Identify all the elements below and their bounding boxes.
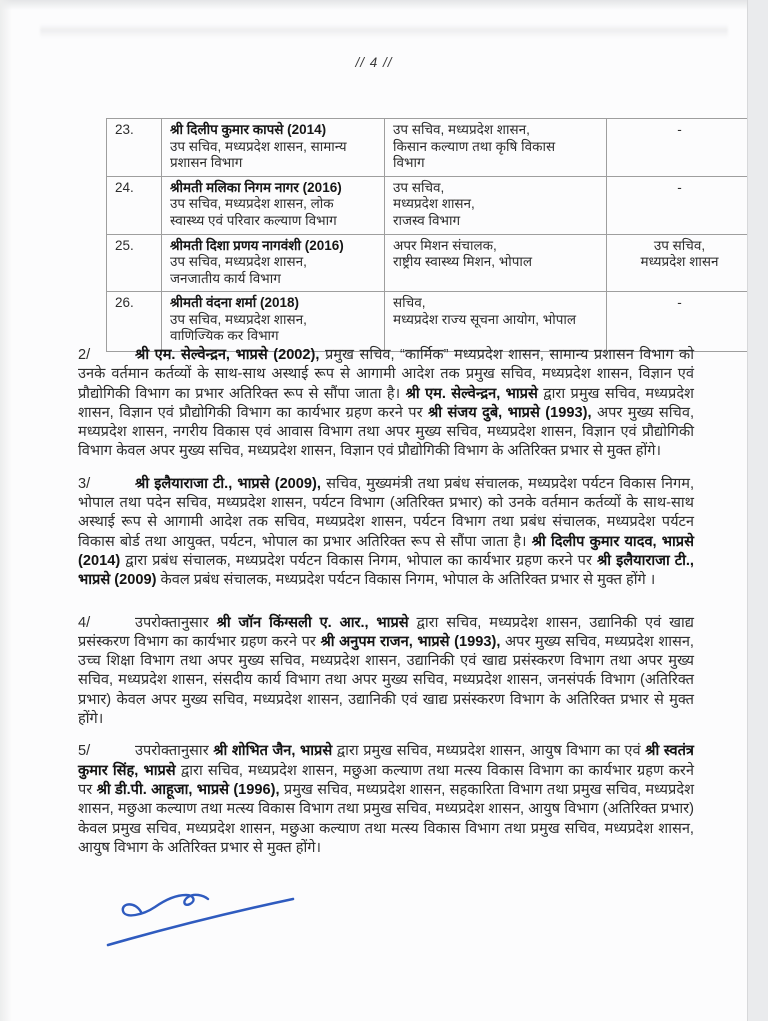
paragraph-number: 4/ (78, 614, 91, 631)
new-charge-cell (385, 292, 607, 352)
bold-name-text: श्री इलैयाराजा टी., भाप्रसे (2009), (135, 475, 327, 492)
officer-name: श्रीमती वंदना शर्मा (2018) (170, 295, 300, 310)
officer-post-line: स्वास्थ्य एवं परिवार कल्याण विभाग (170, 212, 337, 228)
new-charge-line: विभाग (393, 155, 425, 170)
body-text: द्वारा सचिव, मध्यप्रदेश शासन, मछुआ कल्याण तथा मत्स्य विकास विभाग का कार्यभार ग्रहण करने पर (78, 762, 694, 798)
bold-name-text: श्री संजय दुबे, भाप्रसे (1993), (427, 404, 597, 421)
scan-top-shadow (0, 0, 768, 10)
table-row (107, 119, 751, 177)
officer-serial: 24. (107, 176, 162, 234)
order-paragraph (78, 475, 694, 591)
bold-name-text: श्री एम. सेल्वेन्द्रन, भाप्रसे (2002), (135, 347, 325, 363)
bold-name-text: श्री दिलीप कुमार यादव, भाप्रसे (2014) (78, 533, 694, 569)
officer-details-cell (162, 292, 385, 352)
officer-name: श्रीमती दिशा प्रणय नागवंशी (2016) (170, 237, 344, 253)
body-text: केवल प्रबंध संचालक, मध्यप्रदेश पर्यटन विकास निगम, भोपाल के अतिरिक्त प्रभार से मुक्त होंगे । (160, 572, 656, 589)
officer-post-line: जनजातीय कार्य विभाग (170, 270, 281, 286)
bold-name-text: श्री जॉन किंग्सली ए. आर., भाप्रसे (216, 614, 417, 631)
body-text: सचिव, मुख्यमंत्री तथा प्रबंध संचालक, मध्यप्रदेश पर्यटन विकास निगम, भोपाल तथा पदेन सचिव, मध्यप्रदेश शासन, पर्यटन विभाग (अतिरिक्त प्रभार) को उनके वर्तमान कर्तव्यों के साथ-साथ अस्थाई रूप से आगामी आदेश तक सचिव, मध्यप्रदेश शासन, पर्यटन विभाग तथा प्रबंध संचालक, मध्यप्रदेश पर्यटन विकास बोर्ड तथा आयुक्त, पर्यटन, भोपाल का प्रभार अतिरिक्त रूप से सौंपा जाता है। (78, 475, 695, 550)
body-text: उपरोक्तानुसार (135, 614, 217, 631)
bold-name-text: श्री एम. सेल्वेन्द्रन, भाप्रसे (405, 385, 544, 402)
paragraph-number: 2/ (78, 347, 91, 363)
page-number: // 4 // (355, 55, 393, 70)
officer-name: श्री दिलीप कुमार कापसे (2014) (170, 122, 327, 137)
table-row (107, 234, 751, 292)
remarks-line: - (677, 122, 682, 137)
new-charge-line: अपर मिशन संचालक, (393, 237, 497, 253)
scan-left-shadow (0, 0, 12, 1021)
officer-post-line: प्रशासन विभाग (170, 155, 243, 170)
new-charge-cell (385, 176, 607, 234)
bold-name-text: श्री शोभित जैन, भाप्रसे (213, 743, 337, 760)
paragraph-number: 5/ (78, 743, 91, 760)
body-text: द्वारा प्रमुख सचिव, मध्यप्रदेश शासन, आयुष विभाग का एवं (336, 743, 646, 760)
officer-post-line: उप सचिव, मध्यप्रदेश शासन, (170, 254, 307, 269)
new-charge-line: मध्यप्रदेश शासन, (393, 196, 475, 211)
remarks-line: मध्यप्रदेश शासन (640, 254, 719, 269)
body-text: प्रमुख सचिव, मध्यप्रदेश शासन, सहकारिता विभाग तथा प्रमुख सचिव, मध्यप्रदेश शासन, मछुआ कल्याण तथा मत्स्य विकास विभाग तथा प्रमुख सचिव, मध्यप्रदेश शासन, आयुष विभाग (अतिरिक्त प्रभार) केवल प्रमुख सचिव, मध्यप्रदेश शासन, मछुआ कल्याण तथा मत्स्य विकास विभाग तथा प्रमुख सचिव, मध्यप्रदेश शासन, आयुष विभाग के अतिरिक्त प्रभार से मुक्त होंगे। (78, 781, 694, 856)
remarks-line: - (677, 295, 682, 310)
signature-scribble (123, 895, 208, 916)
officers-table-body (107, 119, 751, 352)
new-charge-cell (385, 234, 607, 292)
body-text: द्वारा सचिव, मध्यप्रदेश शासन, उद्यानिकी एवं खाद्य प्रसंस्करण विभाग का कार्यभार ग्रहण करने पर (78, 614, 694, 650)
new-charge-line: किसान कल्याण तथा कृषि विकास (393, 138, 556, 154)
officer-details-cell (162, 119, 385, 177)
officer-post-line: उप सचिव, मध्यप्रदेश शासन, (170, 311, 307, 327)
body-text: प्रमुख सचिव, “कार्मिक” मध्यप्रदेश शासन, सामान्य प्रशासन विभाग को उनके वर्तमान कर्तव्यों के साथ-साथ अस्थाई रूप से आगामी आदेश तक प्रमुख सचिव, मध्यप्रदेश शासन, विज्ञान एवं प्रौद्योगिकी विभाग का प्रभार अतिरिक्त रूप से सौंपा जाता है। (78, 347, 694, 402)
officer-details-cell (162, 234, 385, 292)
bold-name-text: श्री डी.पी. आहूजा, भाप्रसे (1996), (96, 781, 284, 798)
table-row (107, 176, 751, 234)
order-paragraph (78, 614, 694, 730)
new-charge-line: उप सचिव, मध्यप्रदेश शासन, (393, 122, 530, 137)
body-text: द्वारा प्रमुख सचिव, मध्यप्रदेश शासन, विज्ञान एवं प्रौद्योगिकी विभाग का कार्यभार ग्रहण करने पर (78, 385, 694, 421)
officer-serial: 23. (107, 119, 162, 177)
new-charge-line: राष्ट्रीय स्वास्थ्य मिशन, भोपाल (393, 254, 533, 269)
body-text: द्वारा प्रबंध संचालक, मध्यप्रदेश पर्यटन विकास निगम, भोपाल का कार्यभार ग्रहण करने पर (125, 552, 597, 569)
remarks-cell (607, 292, 751, 352)
new-charge-line: राजस्व विभाग (393, 212, 461, 228)
bold-name-text: श्री इलैयाराजा टी., भाप्रसे (2009) (78, 552, 694, 589)
remarks-cell (607, 234, 751, 292)
officer-post-line: उप सचिव, मध्यप्रदेश शासन, लोक (170, 196, 334, 211)
officer-name: श्रीमती मलिका निगम नागर (2016) (170, 179, 342, 195)
paragraphs (78, 346, 694, 871)
officer-post-line: उप सचिव, मध्यप्रदेश शासन, सामान्य (170, 138, 347, 154)
remarks-cell (607, 176, 751, 234)
scan-artifact-band (40, 24, 728, 38)
paragraph-number: 3/ (78, 475, 91, 492)
body-text: उपरोक्तानुसार (135, 743, 214, 760)
new-charge-line: उप सचिव, (393, 179, 445, 195)
remarks-cell (607, 119, 751, 177)
officer-details-cell (162, 176, 385, 234)
bold-name-text: श्री अनुपम राजन, भाप्रसे (1993), (320, 633, 505, 650)
signature-ink (95, 882, 307, 950)
new-charge-line: सचिव, (393, 295, 426, 310)
officer-post-line: वाणिज्यिक कर विभाग (170, 328, 279, 343)
body-text: अपर मुख्य सचिव, मध्यप्रदेश शासन, नगरीय विकास एवं आवास विभाग तथा अपर मुख्य सचिव, मध्यप्रदेश शासन, विज्ञान एवं प्रौद्योगिकी विभाग केवल अपर मुख्य सचिव, मध्यप्रदेश शासन, विज्ञान एवं प्रौद्योगिकी विभाग के अतिरिक्त प्रभार से मुक्त होंगे। (78, 404, 694, 460)
bold-name-text: श्री स्वतंत्र कुमार सिंह, भाप्रसे (78, 743, 694, 779)
officer-serial: 25. (107, 234, 162, 292)
body-text: अपर मुख्य सचिव, मध्यप्रदेश शासन, उच्च शिक्षा विभाग तथा अपर मुख्य सचिव, मध्यप्रदेश शासन, उद्यानिकी एवं खाद्य प्रसंस्करण विभाग तथा अपर मुख्य सचिव, मध्यप्रदेश शासन, संसदीय कार्य विभाग तथा अपर मुख्य सचिव, मध्यप्रदेश शासन, जनसंपर्क विभाग (अतिरिक्त प्रभार) केवल अपर मुख्य सचिव, मध्यप्रदेश शासन, उद्यानिकी एवं खाद्य प्रसंस्करण विभाग के अतिरिक्त प्रभार से मुक्त होंगे। (78, 633, 694, 728)
order-paragraph (78, 742, 694, 858)
remarks-line: उप सचिव, (653, 237, 706, 253)
order-paragraph (78, 346, 694, 462)
officer-serial: 26. (107, 292, 162, 352)
officers-table (106, 118, 751, 352)
new-charge-cell (385, 119, 607, 177)
table-row (107, 292, 751, 352)
scan-right-edge (747, 0, 768, 1021)
remarks-line: - (677, 179, 682, 195)
new-charge-line: मध्यप्रदेश राज्य सूचना आयोग, भोपाल (393, 311, 577, 327)
